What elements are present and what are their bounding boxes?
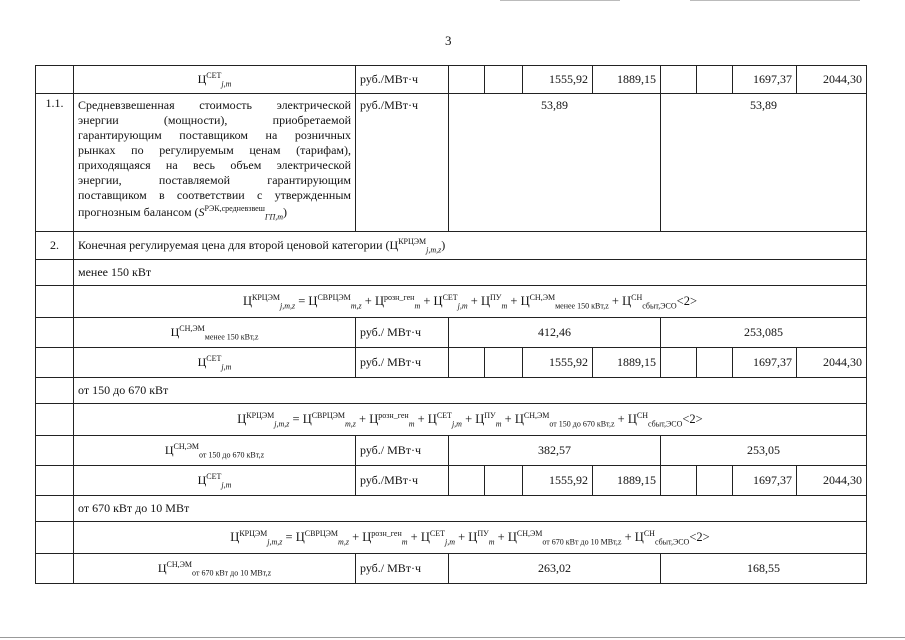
- description-line: гарантирующим поставщиком на розничных: [78, 128, 351, 142]
- row-number-cell: [36, 436, 74, 466]
- value-cell: 2044,30: [797, 348, 867, 378]
- value-cell: 382,57: [449, 436, 661, 466]
- unit-cell: руб./ МВт·ч: [356, 348, 449, 378]
- subsection-heading-cell: менее 150 кВт: [74, 260, 867, 286]
- value-cell: 1889,15: [593, 66, 661, 94]
- value-cell: [485, 348, 523, 378]
- row-number-cell: [36, 496, 74, 522]
- formula-cell: $Ц^{КРЦЭМ}_{j,m,z} = Ц^{СВРЦЭМ}_{m,z} + Ц^{розн\_ген}_m + Ц^{СЕТ}_{j,m} + Ц^{ПУ}_m + Ц^{СН,ЭМ}_{от 670 кВт до 10 МВт,z} + Ц^{СН}_{сбыт,ЭСО}<2>$: [74, 522, 867, 554]
- table-row: [36, 522, 867, 554]
- row-number-cell: [36, 378, 74, 404]
- table-row: [36, 260, 867, 286]
- description-line: приходящаяся на весь объем электрической: [78, 158, 351, 172]
- table-row: [36, 436, 867, 466]
- table-row: [36, 348, 867, 378]
- unit-cell: руб./ МВт·ч: [356, 318, 449, 348]
- indicator-description-cell: [74, 94, 356, 232]
- row-number-cell: [36, 404, 74, 436]
- indicator-name-cell: $Ц^{СН,ЭМ}_{от 150 до 670 кВт,z}$: [74, 436, 356, 466]
- page-number: 3: [445, 33, 452, 48]
- subsection-heading-cell: от 670 кВт до 10 МВт: [74, 496, 867, 522]
- value-cell: [697, 348, 733, 378]
- indicator-name-cell: $Ц^{СЕТ}_{j,m}$: [74, 466, 356, 496]
- value-cell: [697, 466, 733, 496]
- table-row: [36, 404, 867, 436]
- indicator-name-cell: $Ц^{СЕТ}_{j,m}$: [74, 348, 356, 378]
- row-number-cell: [36, 348, 74, 378]
- unit-cell: руб./ МВт·ч: [356, 436, 449, 466]
- value-cell: [485, 66, 523, 94]
- row-number-cell: [36, 522, 74, 554]
- table-row: [36, 378, 867, 404]
- table-row: [36, 554, 867, 584]
- value-cell: [661, 66, 697, 94]
- table-row: [36, 66, 867, 94]
- description-line: энергии (мощности), приобретаемой: [78, 113, 351, 127]
- indicator-name-cell: $Ц^{СН,ЭМ}_{от 670 кВт до 10 МВт,z}$: [74, 554, 356, 584]
- scan-edge-mark: [500, 0, 620, 1]
- formula-cell: $Ц^{КРЦЭМ}_{j,m,z} = Ц^{СВРЦЭМ}_{m,z} + Ц^{розн\_ген}_m + Ц^{СЕТ}_{j,m} + Ц^{ПУ}_m + Ц^{СН,ЭМ}_{менее 150 кВт,z} + Ц^{СН}_{сбыт,ЭСО}<2>$: [74, 286, 867, 318]
- section-heading-cell: Конечная регулируемая цена для второй ценовой категории $(Ц^{КРЦЭМ}_{j,m,z})$: [74, 232, 867, 260]
- table-row: [36, 318, 867, 348]
- value-cell: 1555,92: [523, 466, 593, 496]
- row-number-cell: 1.1.: [36, 94, 74, 232]
- value-cell: [485, 466, 523, 496]
- unit-cell: руб./ МВт·ч: [356, 554, 449, 584]
- value-cell: 412,46: [449, 318, 661, 348]
- row-number-cell: 2.: [36, 232, 74, 260]
- formula-cell: $Ц^{КРЦЭМ}_{j,m,z} = Ц^{СВРЦЭМ}_{m,z} + Ц^{розн\_ген}_m + Ц^{СЕТ}_{j,m} + Ц^{ПУ}_m + Ц^{СН,ЭМ}_{от 150 до 670 кВт,z} + Ц^{СН}_{сбыт,ЭСО}<2>$: [74, 404, 867, 436]
- indicator-name-cell: $Ц^{СЕТ}_{j,m}$: [74, 66, 356, 94]
- value-cell: [449, 66, 485, 94]
- indicator-name-cell: $Ц^{СН,ЭМ}_{менее 150 кВт,z}$: [74, 318, 356, 348]
- value-cell: 53,89: [449, 94, 661, 232]
- row-number-cell: [36, 286, 74, 318]
- value-cell: 1697,37: [733, 466, 797, 496]
- scan-edge-mark: [0, 637, 905, 638]
- description-line: рынках по регулируемым ценам (тарифам),: [78, 143, 351, 157]
- subsection-heading-cell: от 150 до 670 кВт: [74, 378, 867, 404]
- table-row: [36, 286, 867, 318]
- unit-cell: руб./МВт·ч: [356, 466, 449, 496]
- value-cell: 1889,15: [593, 348, 661, 378]
- value-cell: 1555,92: [523, 66, 593, 94]
- value-cell: 263,02: [449, 554, 661, 584]
- description-line: прогнозным балансом $(S^{РЭК,средневзвеш}_{ГП,m})$: [78, 204, 287, 222]
- description-line: поставщиком в соответствии с утвержденным: [78, 188, 351, 202]
- unit-cell: руб./МВт·ч: [356, 66, 449, 94]
- table-row: [36, 466, 867, 496]
- table-row: [36, 496, 867, 522]
- row-number-cell: [36, 66, 74, 94]
- tariff-table: [35, 65, 867, 584]
- row-number-cell: [36, 318, 74, 348]
- table-row: [36, 232, 867, 260]
- value-cell: 1555,92: [523, 348, 593, 378]
- value-cell: 53,89: [661, 94, 867, 232]
- table-row: [36, 94, 867, 232]
- value-cell: 1697,37: [733, 348, 797, 378]
- value-cell: [661, 348, 697, 378]
- value-cell: 2044,30: [797, 466, 867, 496]
- description-line: энергии, поставляемой гарантирующим: [78, 173, 351, 187]
- value-cell: 2044,30: [797, 66, 867, 94]
- value-cell: 253,085: [661, 318, 867, 348]
- row-number-cell: [36, 466, 74, 496]
- value-cell: 1889,15: [593, 466, 661, 496]
- value-cell: [449, 466, 485, 496]
- value-cell: [449, 348, 485, 378]
- value-cell: 168,55: [661, 554, 867, 584]
- scan-edge-mark: [690, 0, 860, 1]
- description-line: Средневзвешенная стоимость электрической: [78, 98, 351, 112]
- unit-cell: руб./МВт·ч: [356, 94, 449, 232]
- value-cell: [661, 466, 697, 496]
- row-number-cell: [36, 554, 74, 584]
- value-cell: [697, 66, 733, 94]
- value-cell: 1697,37: [733, 66, 797, 94]
- row-number-cell: [36, 260, 74, 286]
- value-cell: 253,05: [661, 436, 867, 466]
